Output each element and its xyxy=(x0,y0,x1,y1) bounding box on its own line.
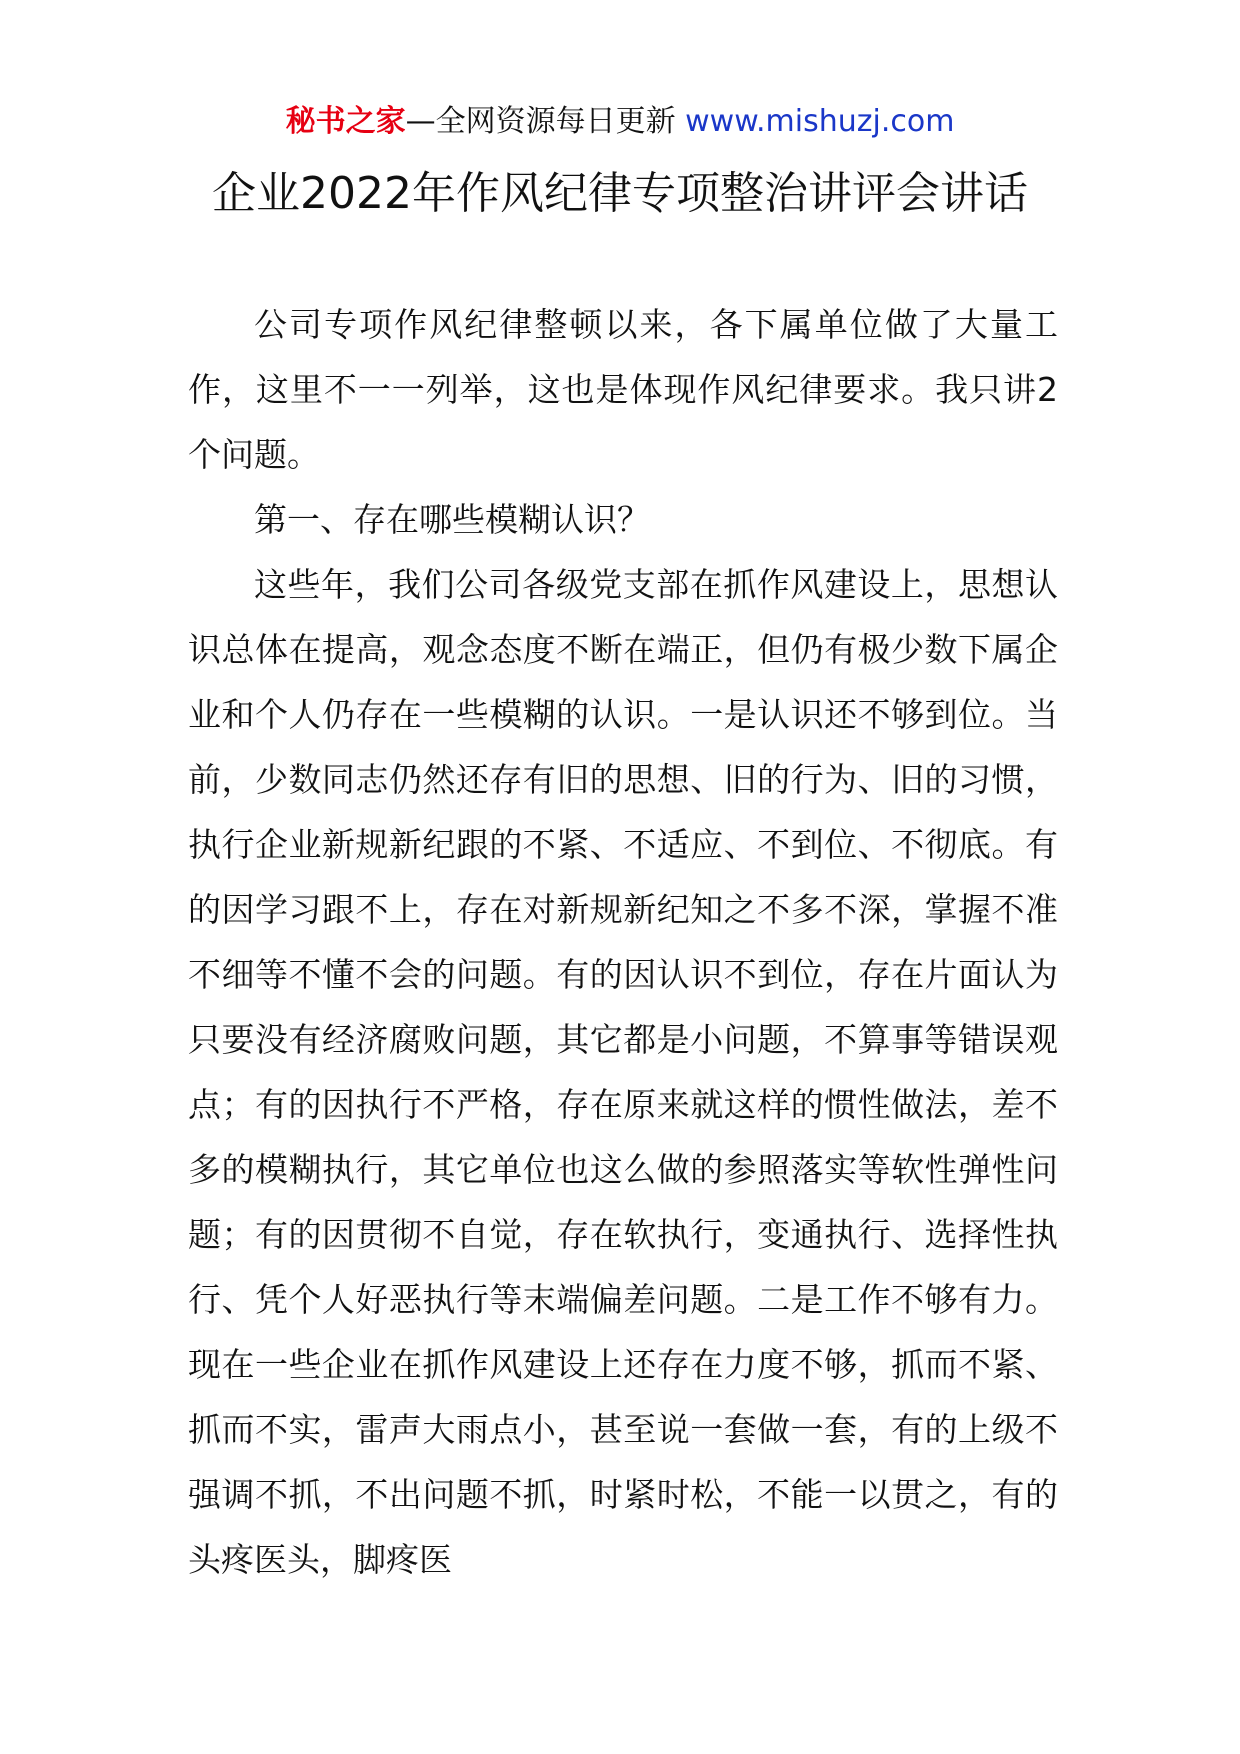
site-tagline: —全网资源每日更新 xyxy=(405,104,676,139)
paragraph-intro: 公司专项作风纪律整顿以来，各下属单位做了大量工作，这里不一一列举，这也是体现作风纪律要求。我只讲2个问题。 xyxy=(188,305,1058,474)
paragraph-main: 这些年，我们公司各级党支部在抓作风建设上，思想认识总体在提高，观念态度不断在端正，但仍有极少数下属企业和个人仍存在一些模糊的认识。一是认识还不够到位。当前，少数同志仍然还存有旧的思想、旧的行为、旧的习惯，执行企业新规新纪跟的不紧、不适应、不到位、不彻底。有的因学习跟不上，存在对新规新纪知之不多不深，掌握不准不细等不懂不会的问题。有的因认识不到位，存在片面认为只要没有经济腐败问题，其它都是小问题，不算事等错误观点；有的因执行不严格，存在原来就这样的惯性做法，差不多的模糊执行，其它单位也这么做的参照落实等软性弹性问题；有的因贯彻不自觉，存在软执行，变通执行、选择性执行、凭个人好恶执行等末端偏差问题。二是工作不够有力。现在一些企业在抓作风建设上还存在力度不够，抓而不紧、抓而不实，雷声大雨点小，甚至说一套做一套，有的上级不强调不抓，不出问题不抓，时紧时松，不能一以贯之，有的头疼医头，脚疼医 xyxy=(188,565,1058,1579)
site-header xyxy=(0,100,1240,144)
document-title: 企业2022年作风纪律专项整治讲评会讲话 xyxy=(212,168,1028,219)
document-body xyxy=(188,292,1058,1592)
site-brand: 秘书之家 xyxy=(285,104,406,139)
section-heading: 第一、存在哪些模糊认识？ xyxy=(254,500,650,539)
site-url-link[interactable]: www.mishuzj.com xyxy=(685,104,955,139)
